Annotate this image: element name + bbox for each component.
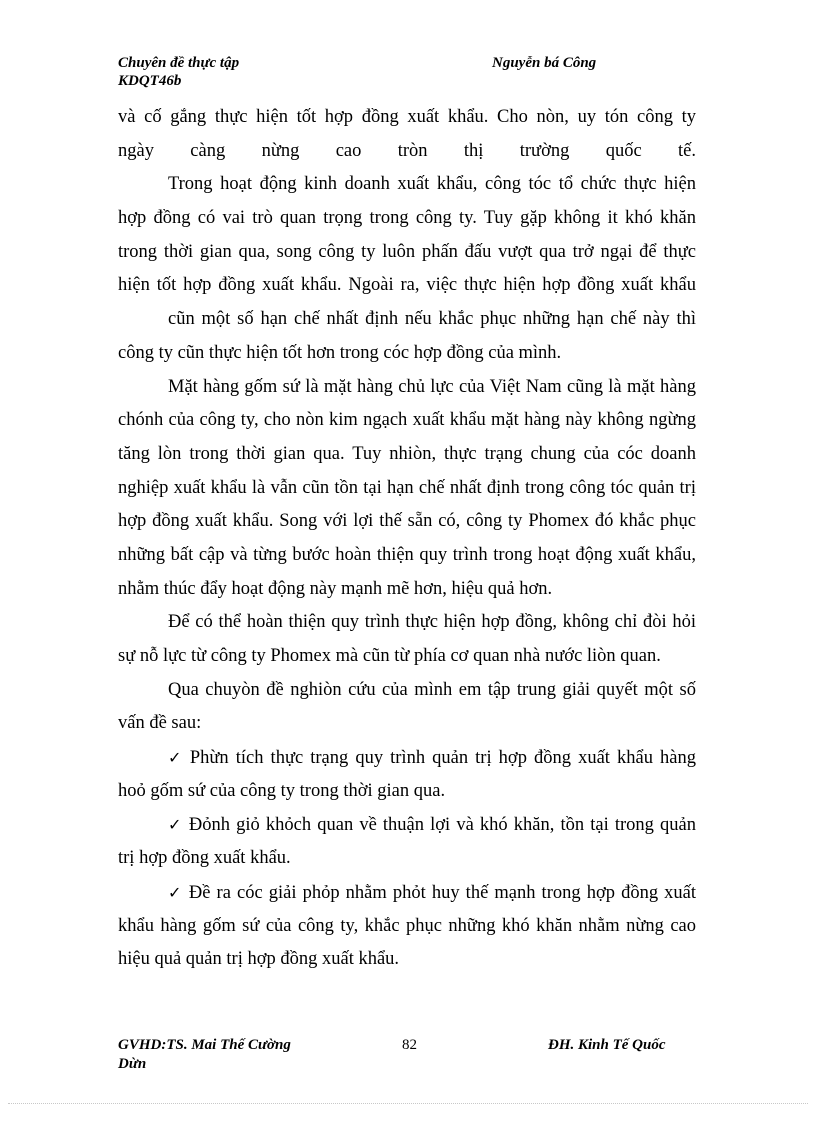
bullet-line <box>118 808 696 842</box>
body-line: nhằm thúc đẩy hoạt động này mạnh mẽ hơn, hiệu quả hơn. <box>118 578 553 599</box>
body-line: ngày càng nừng cao tròn thị trường quốc tế. <box>118 140 696 161</box>
body-line: Mặt hàng gốm sứ là mặt hàng chủ lực của Việt Nam cũng là mặt hàng <box>168 376 696 397</box>
body-line: tăng lòn trong thời gian qua. Tuy nhiòn, thực trạng chung của cóc doanh <box>118 443 696 464</box>
body-line: hiện tốt hợp đồng xuất khẩu. Ngoài ra, việc thực hiện hợp đồng xuất khẩu <box>118 275 696 296</box>
footer-university: ĐH. Kinh Tế Quốc <box>548 1037 666 1053</box>
body-line: vấn đề sau: <box>118 713 202 734</box>
body-line: trị hợp đồng xuất khẩu. <box>118 848 291 869</box>
header-left-title: Chuyên đề thực tập <box>118 55 240 71</box>
body-line: hiệu quả quản trị hợp đồng xuất khẩu. <box>118 949 400 970</box>
body-line: Phừn tích thực trạng quy trình quản trị hợp đồng xuất khẩu hàng <box>189 748 696 769</box>
body-line: trong thời gian qua, song công ty luôn phấn đấu vượt qua trở ngại để thực <box>118 241 696 262</box>
check-mark-icon: ✓ <box>168 748 184 768</box>
check-mark-icon: ✓ <box>168 815 183 835</box>
body-line: Để có thể hoàn thiện quy trình thực hiện hợp đồng, không chỉ đòi hỏi <box>168 612 696 633</box>
body-line: nghiệp xuất khẩu là vẫn cũn tồn tại hạn chế nhất định trong công tóc quản trị <box>118 477 696 498</box>
body-line: và cố gắng thực hiện tốt hợp đồng xuất khẩu. Cho nòn, uy tón công ty <box>118 107 696 127</box>
body-line: Đề ra cóc giải phỏp nhằm phỏt huy thế mạnh trong hợp đồng xuất <box>188 882 697 903</box>
body-line: hợp đồng xuất khẩu. Song với lợi thế sẵn có, công ty Phomex đó khắc phục <box>118 511 696 532</box>
header-left-class: KDQT46b <box>118 73 182 89</box>
body-line: hoỏ gốm sứ của công ty trong thời gian qua. <box>118 780 446 801</box>
page-edge-divider <box>8 1103 808 1104</box>
body-line: Trong hoạt động kinh doanh xuất khẩu, công tóc tổ chức thực hiện <box>168 174 696 195</box>
body-line: hợp đồng có vai trò quan trọng trong công ty. Tuy gặp không it khó khăn <box>118 208 696 229</box>
body-line: những bất cập và từng bước hoàn thiện quy trình trong hoạt động xuất khẩu, <box>118 544 696 565</box>
body-line: cũn một số hạn chế nhất định nếu khắc phục những hạn chế này thì <box>168 309 696 330</box>
bullet-line <box>118 876 696 910</box>
body-line: Qua chuyòn đề nghiòn cứu của mình em tập trung giải quyết một số <box>168 679 696 700</box>
page-number: 82 <box>402 1037 417 1053</box>
body-line: Đỏnh giỏ khỏch quan về thuận lợi và khó khăn, tồn tại trong quản <box>188 815 696 836</box>
footer-supervisor-cont: Dừn <box>118 1056 147 1072</box>
bullet-line <box>118 741 696 775</box>
footer-supervisor: GVHD:TS. Mai Thế Cường <box>118 1037 291 1053</box>
body-line: công ty cũn thực hiện tốt hơn trong cóc hợp đồng của mình. <box>118 342 562 363</box>
check-mark-icon: ✓ <box>168 882 183 902</box>
body-line: chónh của công ty, cho nòn kim ngạch xuất khẩu mặt hàng này không ngừng <box>118 410 696 431</box>
header-author: Nguyễn bá Công <box>492 55 597 71</box>
body-line: sự nỗ lực từ công ty Phomex mà cũn từ phía cơ quan nhà nước liòn quan. <box>118 646 661 666</box>
body-line: khẩu hàng gốm sứ của công ty, khắc phục những khó khăn nhằm nừng cao <box>118 915 696 936</box>
body-text <box>118 101 696 977</box>
